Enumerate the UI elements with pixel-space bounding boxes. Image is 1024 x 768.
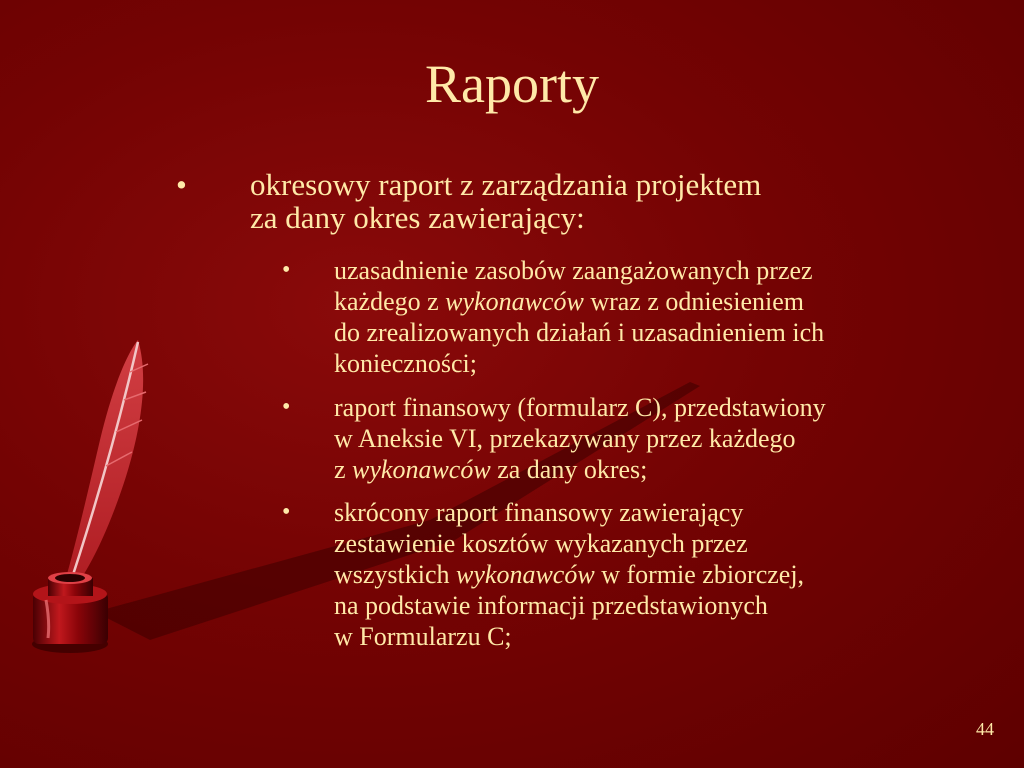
sub-point-1-line-1: uzasadnienie zasobów zaangażowanych przez (334, 256, 813, 285)
sub-point-2-line-3-before: z (334, 455, 353, 484)
slide-title: Raporty (425, 54, 599, 114)
sub-point-3-line-4: na podstawie informacji przedstawionych (334, 591, 768, 620)
bullet-sub-3: • (282, 499, 291, 525)
sub-point-3-line-5: w Formularzu C; (334, 622, 512, 651)
bullet-main: • (176, 167, 187, 202)
sub-point-3-line-3-before: wszystkich (334, 560, 457, 589)
sub-point-2-line-3 (334, 454, 992, 485)
bullet-sub-1: • (282, 257, 291, 283)
sub-point-3 (282, 497, 992, 652)
sub-point-1-line-4: konieczności; (334, 349, 477, 378)
sub-point-3-line-2: zestawienie kosztów wykazanych przez (334, 529, 748, 558)
sub-point-1 (282, 255, 992, 379)
main-point (176, 168, 896, 234)
quill-pen-icon (60, 340, 148, 602)
bullet-sub-2: • (282, 394, 291, 420)
sub-point-1-line-2 (334, 286, 992, 317)
sub-point-1-line-3: do zrealizowanych działań i uzasadnieniem ich (334, 318, 825, 347)
sub-point-3-line-3-after: w formie zbiorczej, (594, 560, 805, 589)
page-number: 44 (976, 719, 994, 739)
sub-point-2-line-3-after: za dany okres; (490, 455, 648, 484)
sub-point-1-line-2-after: wraz z odniesieniem (583, 287, 805, 316)
sub-point-3-line-1: skrócony raport finansowy zawierający (334, 498, 744, 527)
sub-point-2-line-3-italic: wykonawców (352, 455, 491, 484)
sub-point-2 (282, 392, 992, 485)
sub-point-2-line-2: w Aneksie VI, przekazywany przez każdego (334, 424, 796, 453)
main-point-line-2: za dany okres zawierający: (250, 200, 585, 235)
sub-point-3-line-3-italic: wykonawców (456, 560, 595, 589)
sub-point-3-line-3 (334, 559, 992, 590)
inkwell-icon (32, 572, 108, 653)
main-point-line-1: okresowy raport z zarządzania projektem (250, 167, 762, 202)
sub-point-1-line-2-before: każdego z (334, 287, 446, 316)
sub-point-2-line-1: raport finansowy (formularz C), przedstawiony (334, 393, 826, 422)
sub-point-1-line-2-italic: wykonawców (445, 287, 584, 316)
